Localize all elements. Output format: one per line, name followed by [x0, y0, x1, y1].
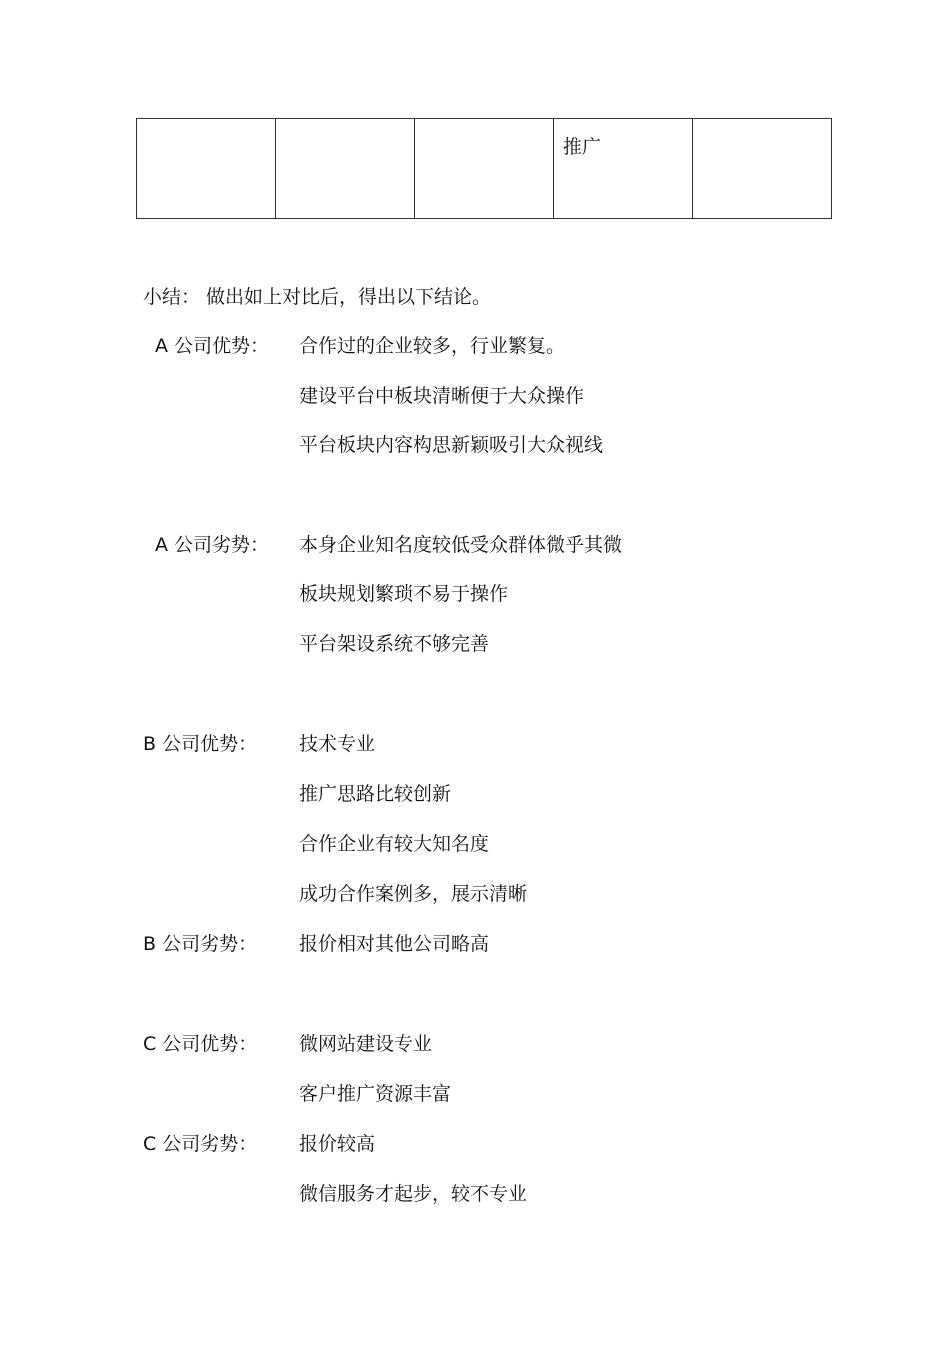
list-item: 合作过的企业较多，行业繁复。	[299, 335, 566, 357]
list-item: 成功合作案例多，展示清晰	[299, 883, 528, 905]
list-item: 平台板块内容构思新颖吸引大众视线	[299, 434, 604, 456]
list-item: 技术专业	[299, 733, 376, 755]
list-item: 建设平台中板块清晰便于大众操作	[299, 385, 585, 407]
section-label: C 公司劣势：	[143, 1133, 258, 1155]
section-label: A 公司劣势：	[155, 534, 270, 556]
section-label: B 公司劣势：	[143, 933, 258, 955]
section-label: B 公司优势：	[143, 733, 258, 755]
list-item: 客户推广资源丰富	[299, 1083, 452, 1105]
conclusion-list	[143, 0, 923, 1345]
table-cell: 推广	[554, 119, 693, 219]
list-item: 合作企业有较大知名度	[299, 833, 490, 855]
list-item: 平台架设系统不够完善	[299, 633, 490, 655]
list-item: 微网站建设专业	[299, 1033, 433, 1055]
list-item: 推广思路比较创新	[299, 783, 452, 805]
list-item: 本身企业知名度较低受众群体微乎其微	[299, 534, 623, 556]
list-item: 微信服务才起步，较不专业	[299, 1183, 528, 1205]
section-label: C 公司优势：	[143, 1033, 258, 1055]
list-item: 板块规划繁琐不易于操作	[299, 583, 509, 605]
section-label: A 公司优势：	[155, 335, 270, 357]
list-item: 报价相对其他公司略高	[299, 933, 490, 955]
list-item: 报价较高	[299, 1133, 376, 1155]
summary-text: 小结： 做出如上对比后，得出以下结论。	[143, 286, 492, 308]
